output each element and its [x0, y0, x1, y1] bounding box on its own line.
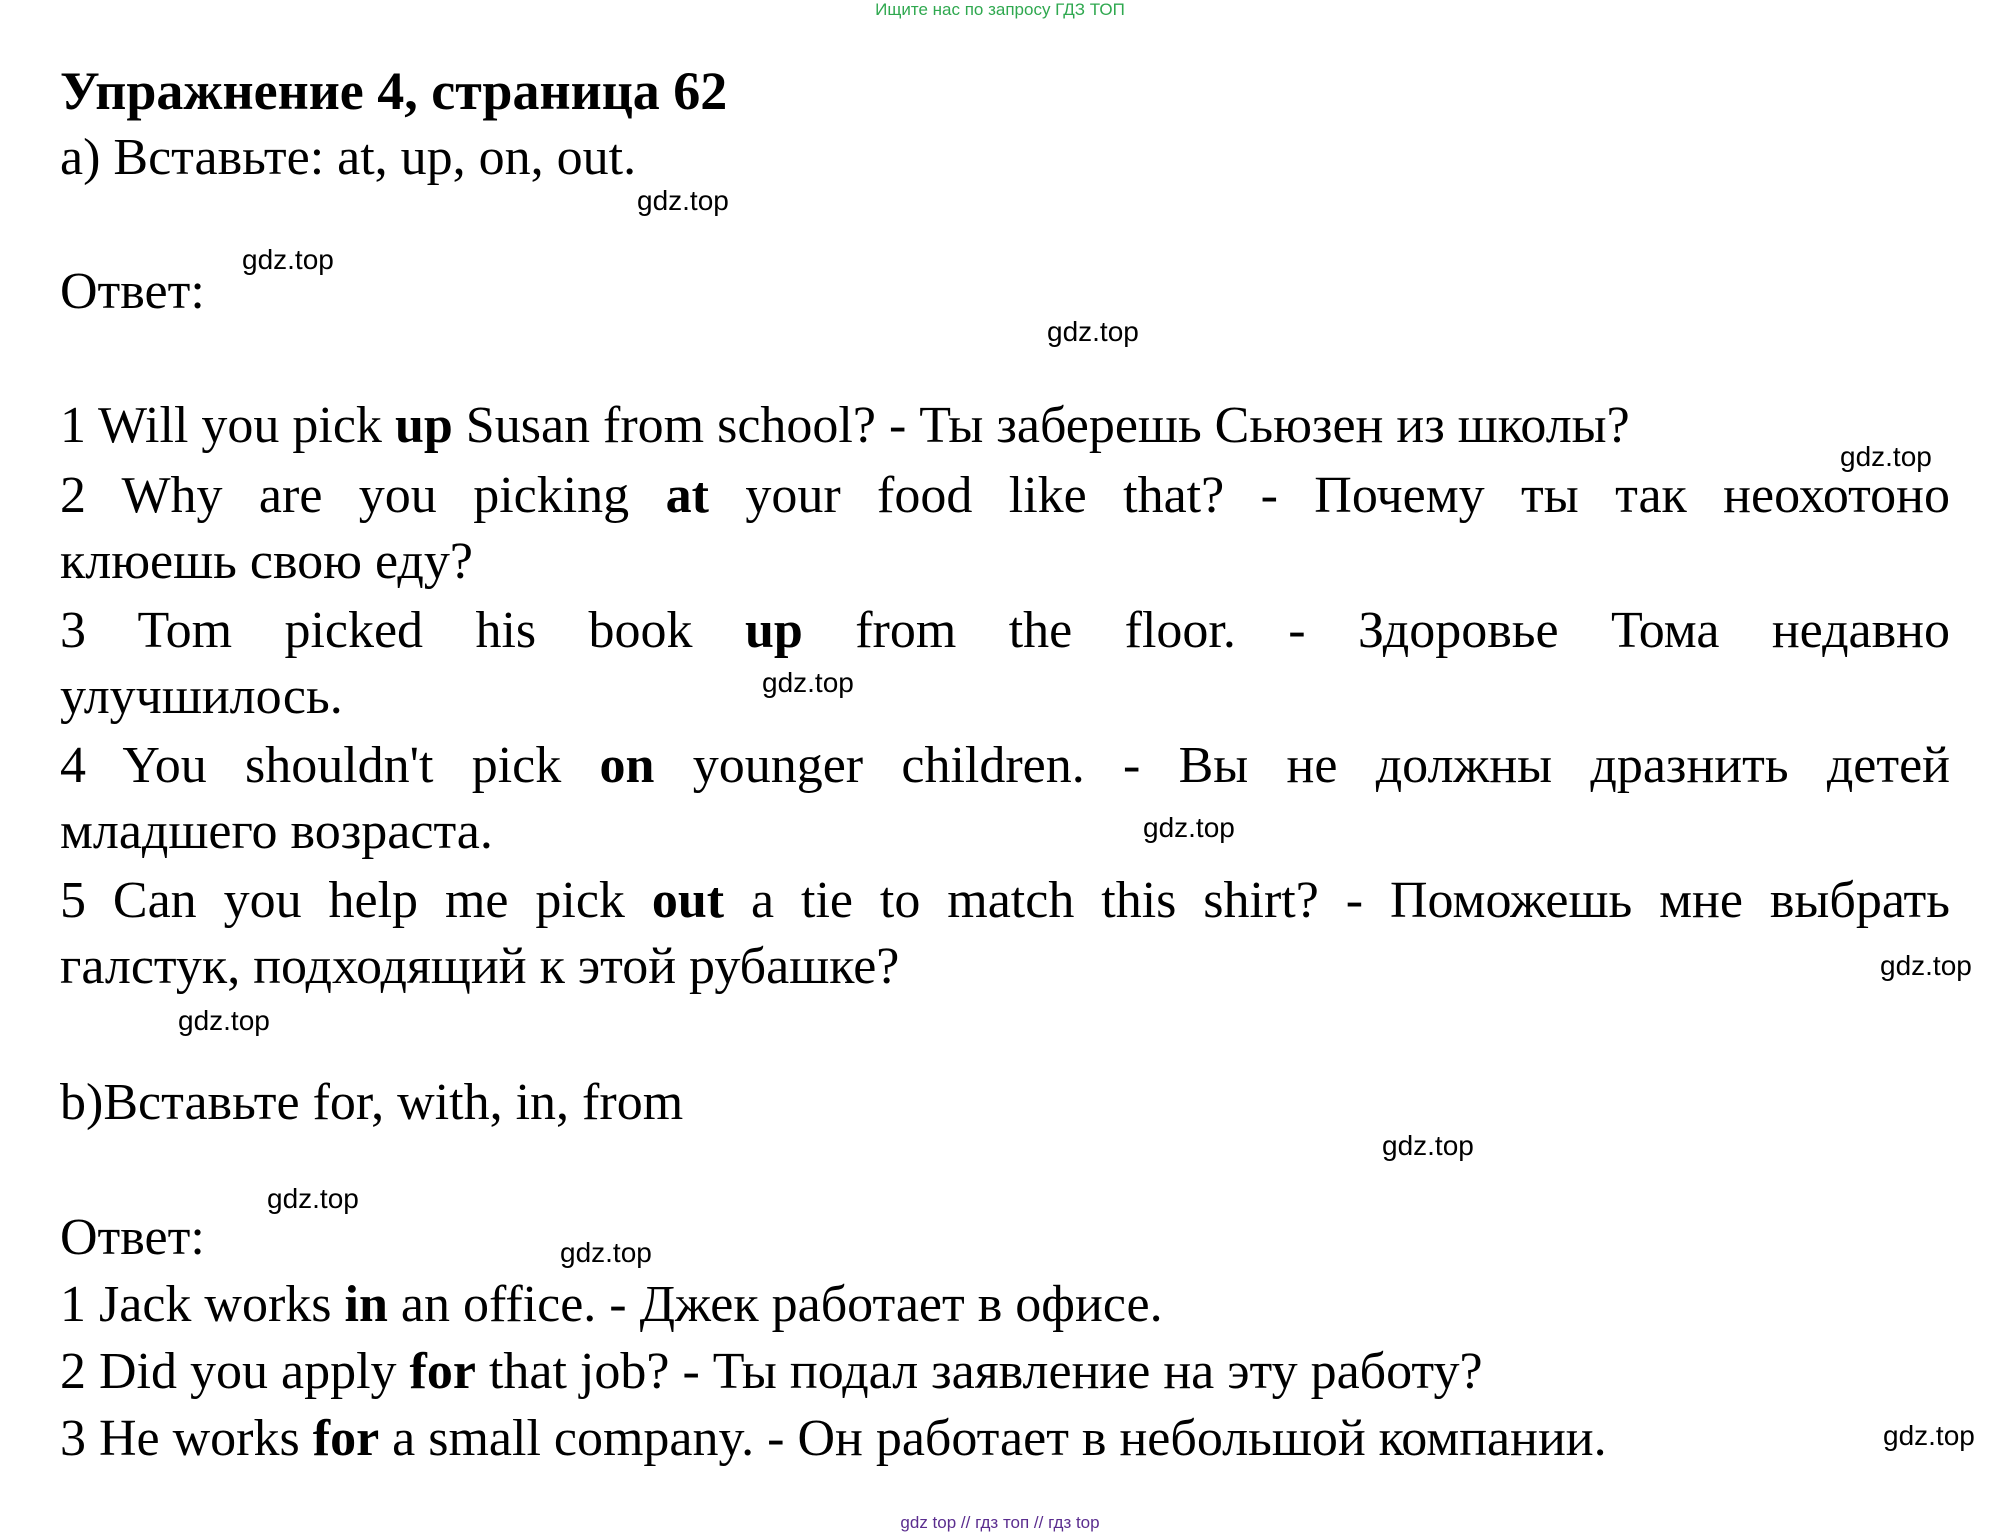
item-text-post: an office. - Джек работает в офисе.	[387, 1276, 1163, 1333]
watermark: gdz.top	[560, 1237, 652, 1268]
answer-b-1	[60, 1275, 1163, 1334]
answer-b-2	[60, 1342, 1483, 1401]
item-answer-word: up	[744, 602, 803, 659]
item-continuation: галстук, подходящий к этой рубашке?	[60, 938, 900, 995]
item-text-post: a tie to match this shirt? - Поможешь мне выбрать	[724, 872, 1950, 929]
footer-links: gdz top // гдз топ // гдз top	[900, 1513, 1100, 1532]
item-answer-word: at	[665, 467, 709, 524]
item-text-post: a small company. - Он работает в небольшой компании.	[379, 1410, 1607, 1467]
watermark: gdz.top	[267, 1183, 359, 1214]
answer-a-4	[60, 733, 1950, 865]
item-continuation: клюешь свою еду?	[60, 533, 473, 590]
item-text-pre: 2 Why are you picking	[60, 467, 666, 524]
watermark: gdz.top	[1382, 1130, 1474, 1161]
item-line	[60, 598, 1950, 664]
item-text-pre: 1 Will you pick	[60, 397, 395, 454]
watermark: gdz.top	[637, 185, 729, 216]
answer-a-3	[60, 598, 1950, 730]
item-answer-word: on	[599, 737, 655, 794]
item-text-post: your food like that? - Почему ты так неохотоно	[708, 467, 1951, 524]
item-continuation: улучшилось.	[60, 668, 343, 725]
watermark: gdz.top	[1047, 316, 1139, 347]
item-text-pre: 3 He works	[60, 1410, 313, 1467]
item-text-pre: 4 You shouldn't pick	[60, 737, 600, 794]
item-answer-word: up	[394, 397, 453, 454]
answer-a-2	[60, 463, 1950, 595]
task-b: b)Вставьте for, with, in, from	[60, 1074, 684, 1131]
item-line	[60, 733, 1950, 799]
watermark: gdz.top	[242, 244, 334, 275]
item-text-post: that job? - Ты подал заявление на эту работу?	[475, 1343, 1483, 1400]
item-text-pre: 5 Can you help me pick	[60, 872, 652, 929]
watermark: gdz.top	[1880, 950, 1972, 981]
page-title: Упражнение 4, страница 62	[60, 61, 728, 121]
answer-label-b: Ответ:	[60, 1209, 205, 1266]
watermark: gdz.top	[1143, 812, 1235, 843]
answer-label-a: Ответ:	[60, 263, 205, 320]
item-answer-word: in	[344, 1276, 388, 1333]
item-text-post: Susan from school? - Ты заберешь Сьюзен из школы?	[452, 397, 1630, 454]
item-text-pre: 3 Tom picked his book	[60, 602, 745, 659]
item-answer-word: out	[651, 872, 725, 929]
watermark: gdz.top	[178, 1005, 270, 1036]
item-answer-word: for	[409, 1343, 476, 1400]
item-line	[60, 463, 1950, 529]
task-a: a) Вставьте: at, up, on, out.	[60, 129, 637, 186]
answer-b-3	[60, 1409, 1607, 1468]
item-answer-word: for	[312, 1410, 380, 1467]
watermark: gdz.top	[1840, 441, 1932, 472]
top-banner: Ищите нас по запросу ГДЗ ТОП	[875, 0, 1125, 19]
item-continuation: младшего возраста.	[60, 803, 493, 860]
item-text-pre: 1 Jack works	[60, 1276, 345, 1333]
item-line	[60, 868, 1950, 934]
item-text-pre: 2 Did you apply	[60, 1343, 410, 1400]
watermark: gdz.top	[762, 667, 854, 698]
watermark: gdz.top	[1883, 1420, 1975, 1451]
item-text-post: younger children. - Вы не должны дразнить детей	[654, 737, 1950, 794]
answer-a-1	[60, 396, 1630, 455]
item-text-post: from the floor. - Здоровье Тома недавно	[802, 602, 1950, 659]
answer-a-5	[60, 868, 1950, 1000]
